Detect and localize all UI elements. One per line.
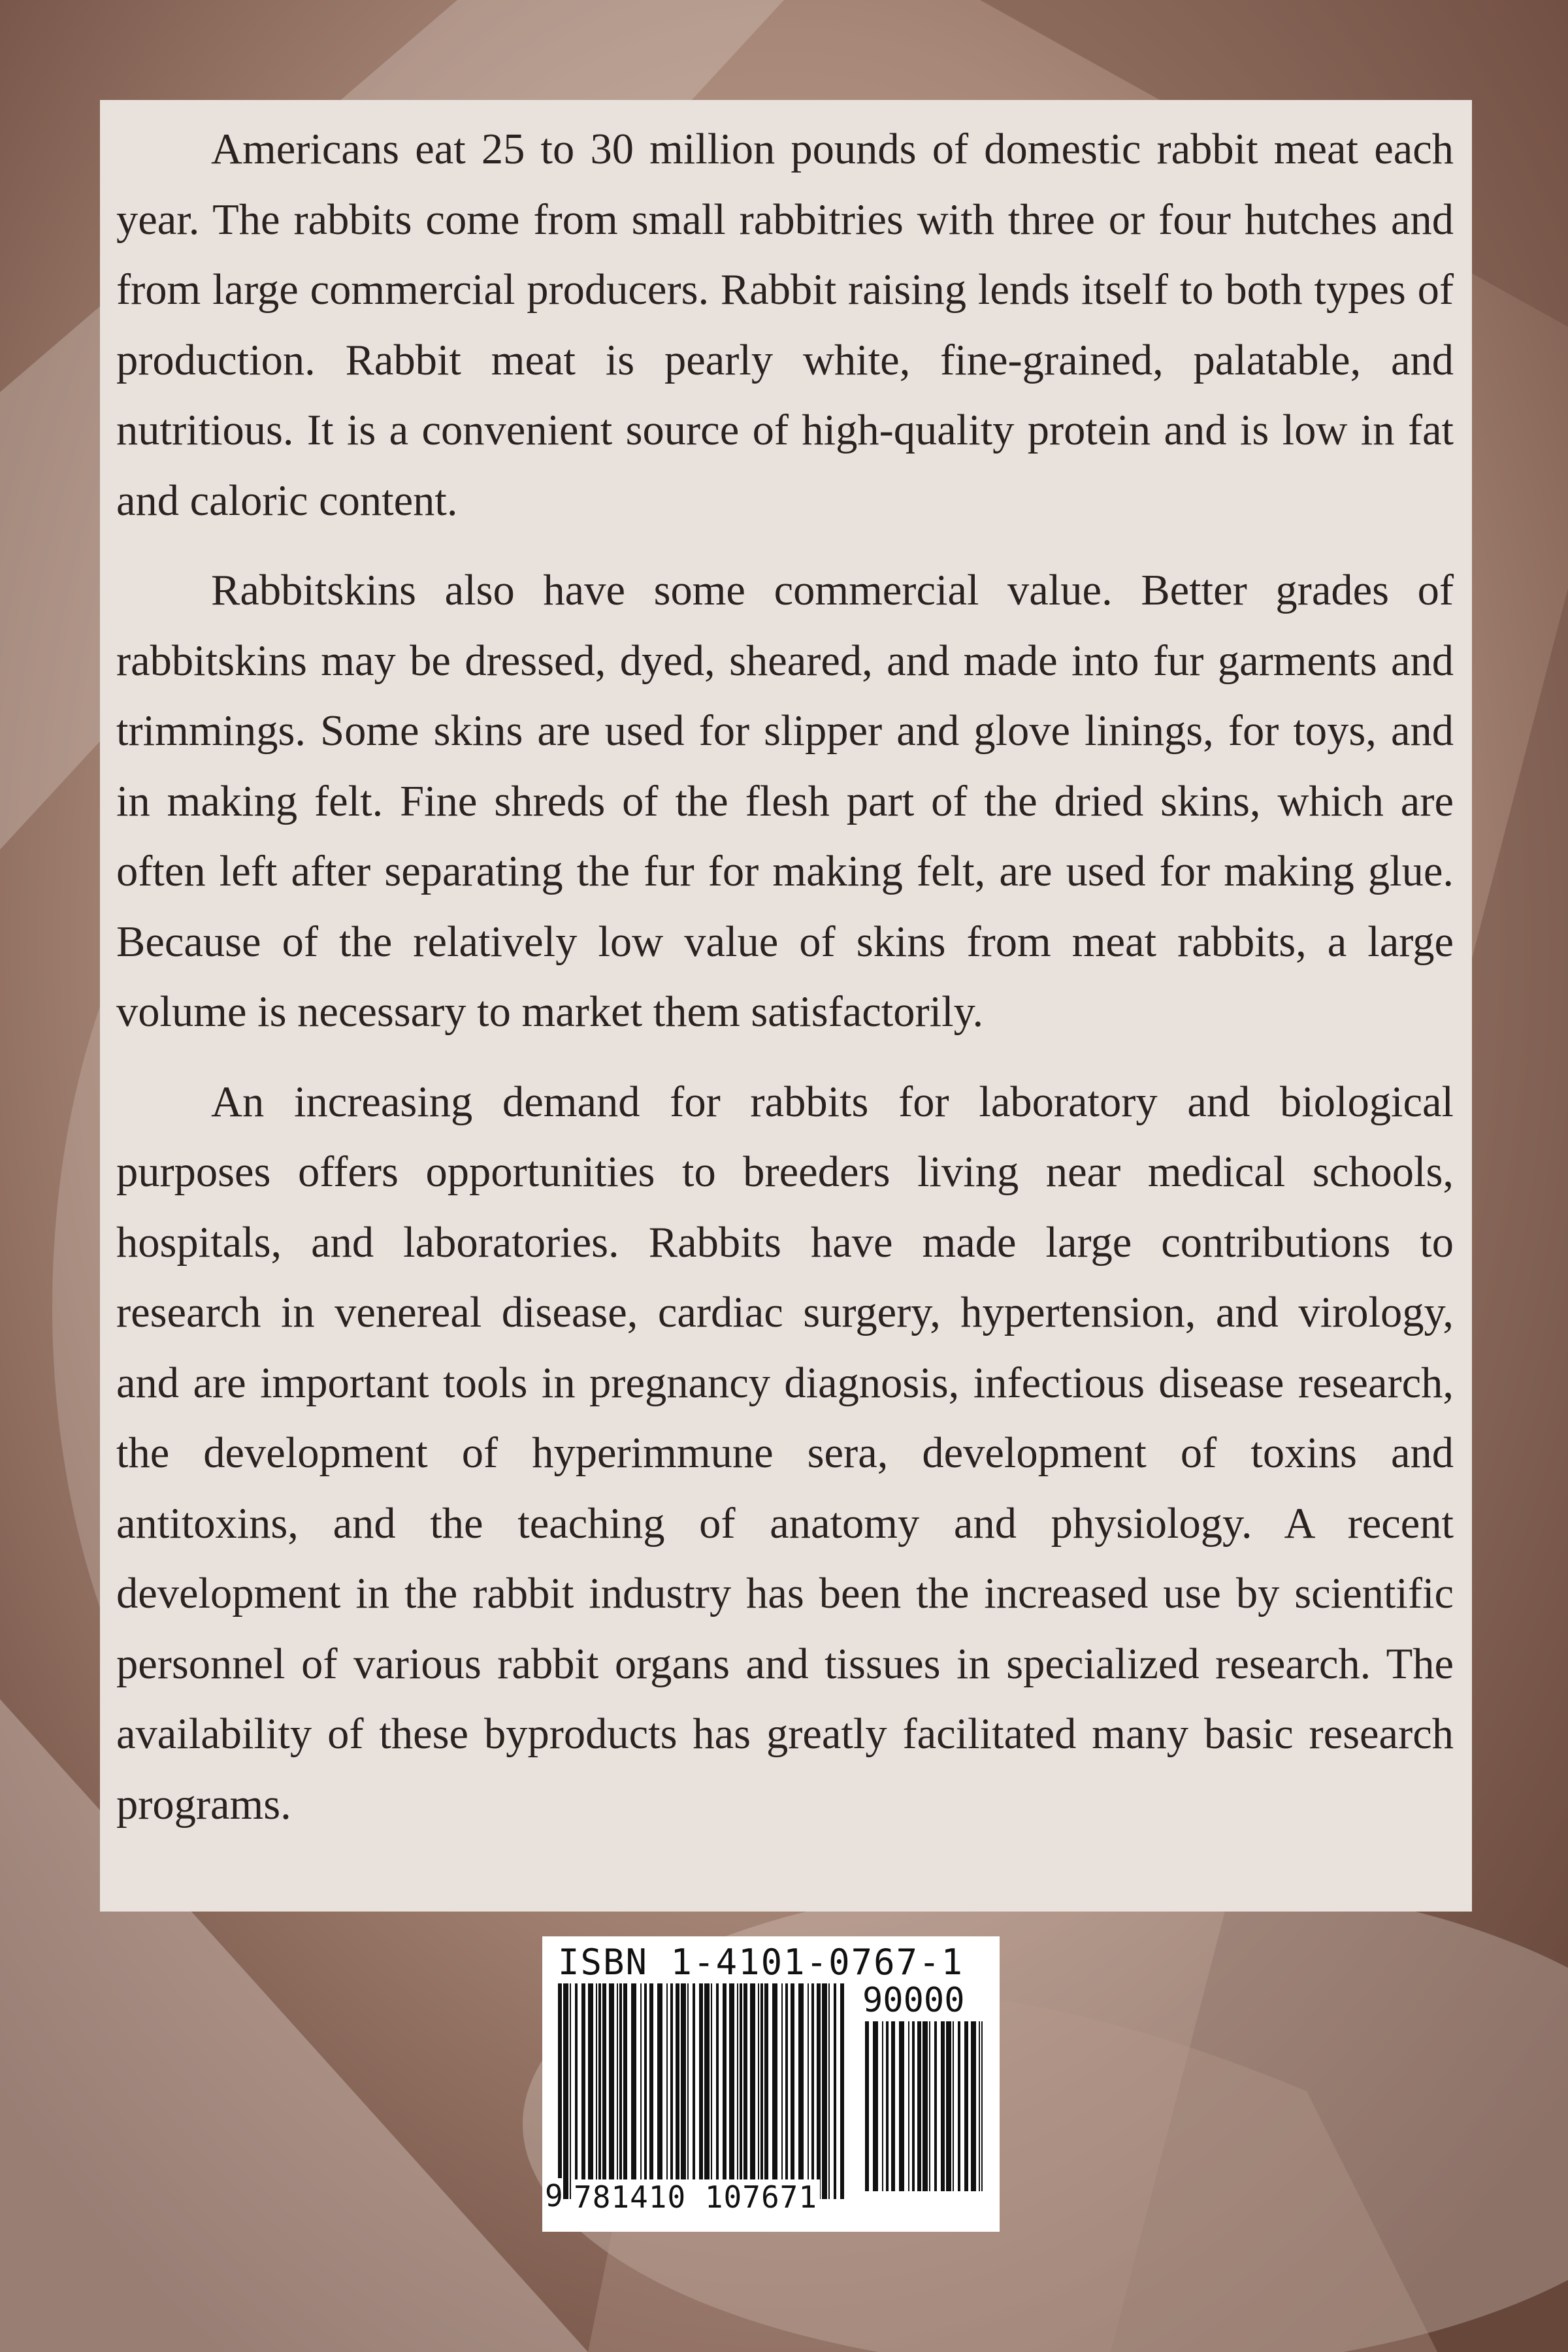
ean-digits: 781410 107671 xyxy=(571,2179,820,2215)
barcode-bars-icon xyxy=(558,1983,845,2199)
description-panel xyxy=(100,100,1472,1912)
isbn-barcode xyxy=(542,1936,1000,2232)
addon-barcode-icon xyxy=(865,2021,983,2191)
price-code: 90000 xyxy=(862,1981,965,2020)
isbn-label: ISBN 1-4101-0767-1 xyxy=(558,1942,964,1983)
paragraph-laboratory: An increasing demand for rabbits for laboratory and biological purposes offers opportunities to breeders living near medical schools, hospitals, and laboratories. Rabbits have made large contributions to research in venereal disease, cardiac surgery, hypertension, and virology, and are important tools in pregnancy diagnosis, infectious disease research, the development of hyperimmune sera, development of toxins and antitoxins, and the teaching of anatomy and physiology. A recent development in the rabbit industry has been the increased use by scientific personnel of various rabbit organs and tissues in specialized research. The availability of these byproducts has greatly facilitated many basic research programs. xyxy=(116,1078,1454,1829)
paragraph-meat: Americans eat 25 to 30 million pounds of domestic rabbit meat each year. The rabbits come from small rabbitries with three or four hutches and from large commercial producers. Rabbit raising lends itself to both types of production. Rabbit meat is pearly white, fine-grained, palatable, and nutritious. It is a convenient source of high-quality protein and is low in fat and caloric content. xyxy=(116,125,1454,525)
paragraph-skins: Rabbitskins also have some commercial value. Better grades of rabbitskins may be dressed, dyed, sheared, and made into fur garments and trimmings. Some skins are used for slipper and glove linings, for toys, and in making felt. Fine shreds of the flesh part of the dried skins, which are often left after separating the fur for making felt, are used for making glue. Because of the relatively low value of skins from meat rabbits, a large volume is necessary to market them satisfactorily. xyxy=(116,567,1454,1036)
ean-lead-digit: 9 xyxy=(545,2178,563,2213)
